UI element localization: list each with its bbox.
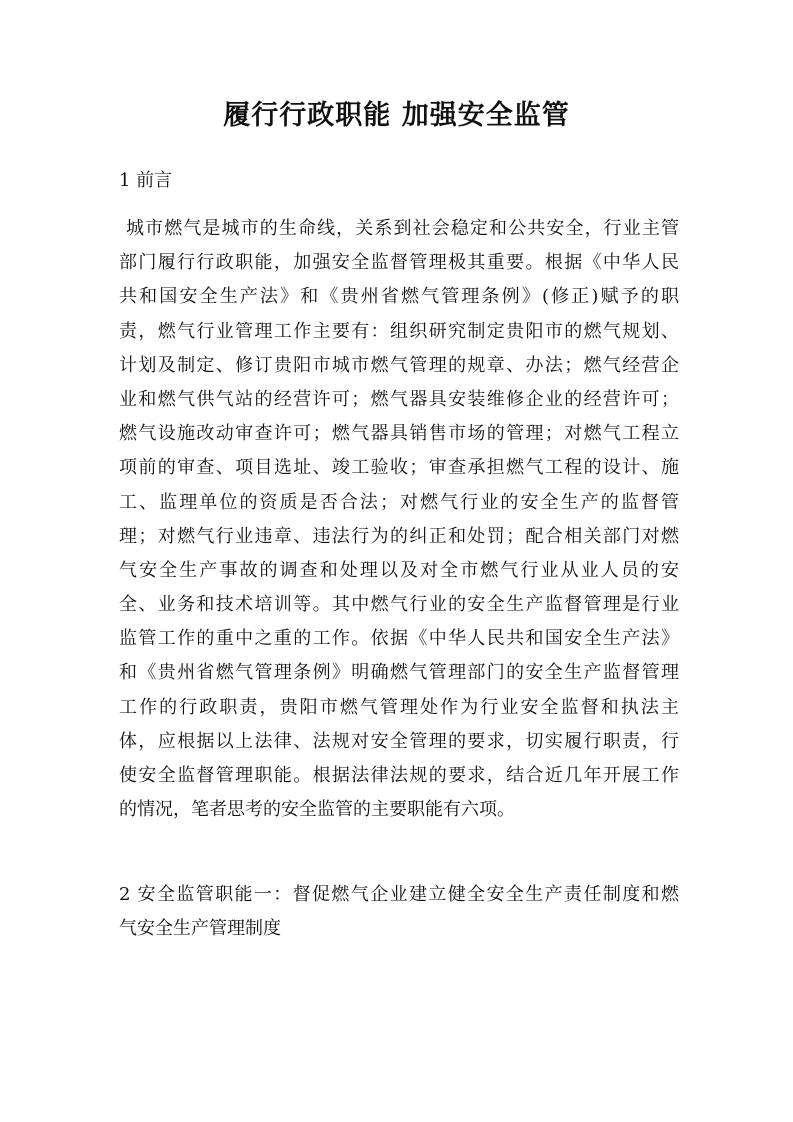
paragraph-line: 责，燃气行业管理工作主要有：组织研究制定贵阳市的燃气规划、 xyxy=(119,320,679,342)
heading-line: 2 安全监管职能一：督促燃气企业建立健全安全生产责任制度和燃 xyxy=(119,884,679,905)
paragraph-line: 燃气设施改动审查许可；燃气器具销售市场的管理；对燃气工程立 xyxy=(119,423,679,445)
paragraph-line: 工作的行政职责，贵阳市燃气管理处作为行业安全监督和执法主 xyxy=(119,696,679,718)
paragraph-line: 项前的审查、项目选址、竣工验收；审查承担燃气工程的设计、施 xyxy=(119,457,679,479)
paragraph-line: 气安全生产事故的调查和处理以及对全市燃气行业从业人员的安 xyxy=(119,559,679,581)
section-1-heading: 1 前言 xyxy=(119,170,173,191)
paragraph-line: 计划及制定、修订贵阳市城市燃气管理的规章、办法；燃气经营企 xyxy=(119,354,679,376)
paragraph-line: 共和国安全生产法》和《贵州省燃气管理条例》(修正)赋予的职 xyxy=(119,286,679,308)
paragraph-line: 工、监理单位的资质是否合法；对燃气行业的安全生产的监督管 xyxy=(119,491,679,513)
paragraph-line: 监管工作的重中之重的工作。依据《中华人民共和国安全生产法》 xyxy=(119,628,679,650)
section-1-paragraph xyxy=(119,212,679,827)
paragraph-line: 全、业务和技术培训等。其中燃气行业的安全生产监督管理是行业 xyxy=(119,594,679,616)
paragraph-line: 体，应根据以上法律、法规对安全管理的要求，切实履行职责，行 xyxy=(119,730,679,752)
paragraph-line: 和《贵州省燃气管理条例》明确燃气管理部门的安全生产监督管理 xyxy=(119,662,679,684)
section-2-heading xyxy=(119,878,679,946)
paragraph-line: 的情况，笔者思考的安全监管的主要职能有六项。 xyxy=(119,799,515,821)
paragraph-line: 部门履行行政职能，加强安全监督管理极其重要。根据《中华人民 xyxy=(119,252,679,274)
heading-line: 气安全生产管理制度 xyxy=(119,918,281,940)
document-title: 履行行政职能 加强安全监管 xyxy=(223,100,570,131)
paragraph-line: 城市燃气是城市的生命线，关系到社会稳定和公共安全，行业主管 xyxy=(126,218,679,239)
paragraph-line: 业和燃气供气站的经营许可；燃气器具安装维修企业的经营许可； xyxy=(119,388,679,410)
paragraph-line: 理；对燃气行业违章、违法行为的纠正和处罚；配合相关部门对燃 xyxy=(119,525,679,547)
paragraph-line: 使安全监督管理职能。根据法律法规的要求，结合近几年开展工作 xyxy=(119,765,679,786)
